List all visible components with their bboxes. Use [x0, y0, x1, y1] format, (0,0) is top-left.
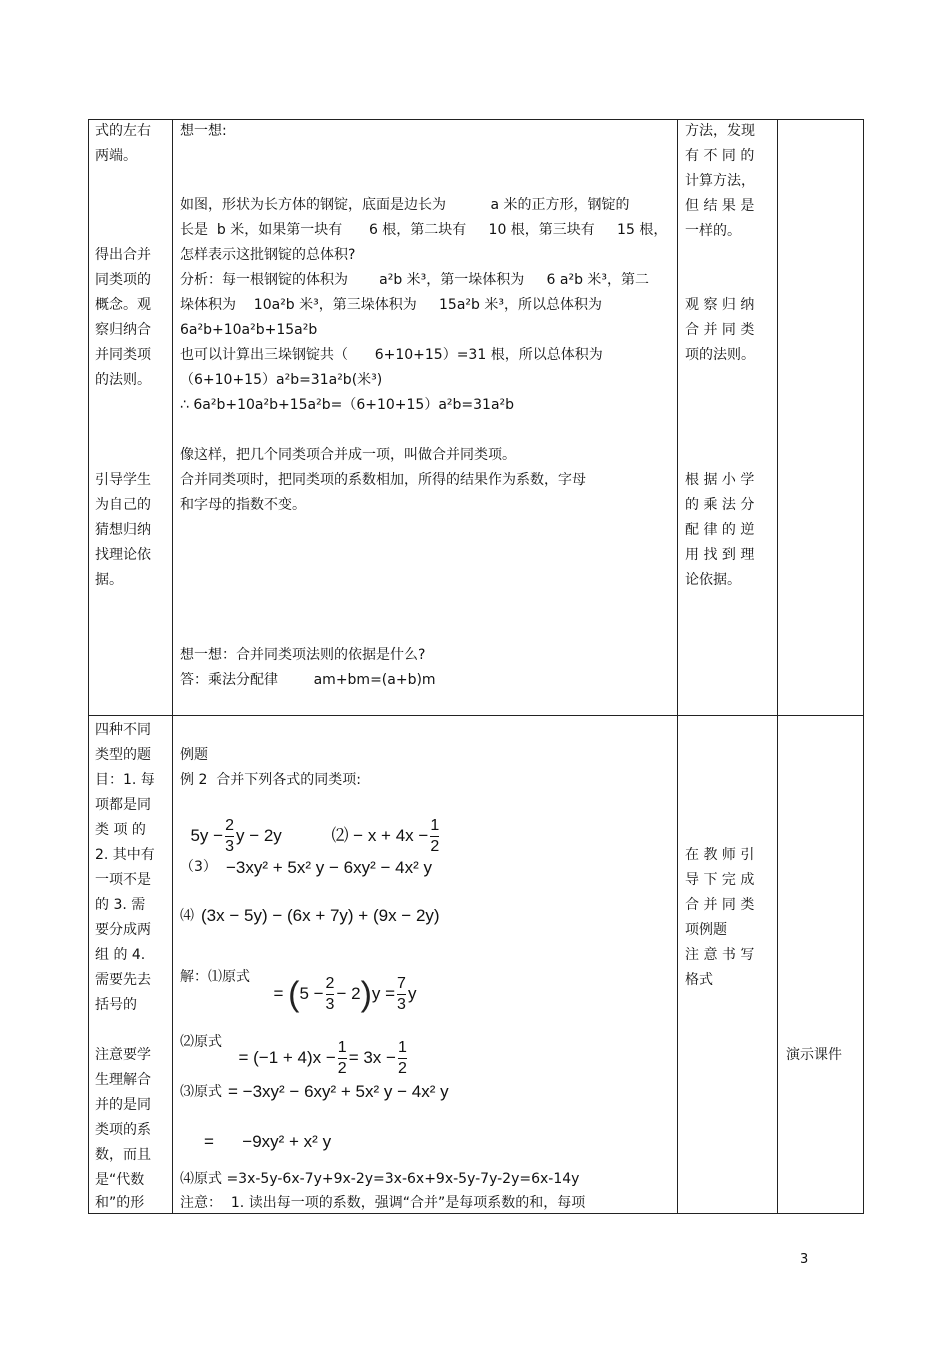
close-paren: )	[360, 975, 372, 1014]
col1b-line: 项都是同	[95, 797, 151, 813]
table-row-divider	[88, 715, 864, 716]
sol2-b: = 3x −	[348, 1047, 396, 1067]
denominator: 3	[397, 996, 406, 1013]
col1-line: 察归纳合	[95, 322, 151, 338]
fraction-2-3	[225, 818, 234, 855]
analysis-line: 垛体积为 10a²b 米³，第三垛体积为 15a²b 米³，所以总体积为	[180, 297, 602, 313]
answer-text: 答：乘法分配律 am+bm=(a+b)m	[180, 672, 436, 688]
solution-1	[264, 956, 416, 1013]
denominator: 2	[430, 838, 440, 855]
numerator: 2	[325, 975, 335, 992]
sol1-b: 5 −	[299, 983, 324, 1003]
col3b-line: 导 下 完 成	[685, 872, 755, 888]
col1b-line: 的 3. 需	[95, 897, 146, 913]
col1b-line: 并的是同	[95, 1097, 151, 1113]
fraction-7-3	[397, 976, 406, 1013]
definition-text: 像这样，把几个同类项合并成一项，叫做合并同类项。	[180, 447, 516, 463]
col1-line: 式的左右	[95, 123, 151, 139]
col3b-line: 注 意 书 写	[685, 947, 755, 963]
analysis-line: 6a²b+10a²b+15a²b	[180, 322, 318, 338]
ex1-mid: y − 2y	[235, 825, 282, 845]
col1-line: 猜想归纳	[95, 522, 151, 538]
example-2-title: 例 2 合并下列各式的同类项:	[180, 772, 361, 788]
col1b-line: 数，而且	[95, 1147, 151, 1163]
col1-line: 找理论依	[95, 547, 151, 563]
solution-4: ⑷原式 =3x-5y-6x-7y+9x-2y=3x-6x+9x-5y-7y-2y=6x-14y	[180, 1171, 580, 1187]
ex1-left: 5y −	[190, 825, 224, 845]
denominator: 2	[397, 1060, 407, 1077]
exercise-4: (3x − 5y) − (6x + 7y) + (9x − 2y)	[201, 906, 440, 925]
col1-line: 概念。观	[95, 297, 151, 313]
col3b-line: 合 并 同 类	[685, 897, 755, 913]
analysis-line: 也可以计算出三垛钢锭共（ 6+10+15）=31 根，所以总体积为	[180, 347, 603, 363]
col3b-line: 在 教 师 引	[685, 847, 755, 863]
numerator: 2	[225, 817, 234, 834]
fraction-1-2	[430, 818, 439, 855]
col1-line: 得出合并	[95, 247, 151, 263]
denominator: 2	[337, 1060, 347, 1077]
analysis-line: 分析：每一根钢锭的体积为 a²b 米³，第一垛体积为 6 a²b 米³，第二	[180, 272, 650, 288]
fraction-2-3	[326, 976, 335, 1013]
sol1-d: y =	[371, 983, 396, 1003]
open-paren: (	[288, 975, 300, 1014]
col1b-line: 一项不是	[95, 872, 151, 888]
col1b-line: 四种不同	[95, 722, 151, 738]
fraction-1-2	[338, 1040, 347, 1077]
think-question: 想一想：合并同类项法则的依据是什么?	[180, 647, 426, 663]
col3-line: 论依据。	[685, 572, 741, 588]
solution-2	[229, 1020, 409, 1077]
table-col-divider-3	[777, 119, 778, 1213]
fraction-1-2	[398, 1040, 407, 1077]
table-col-divider-1	[172, 119, 173, 1213]
ex2-left: ⑵ − x + 4x −	[331, 825, 429, 845]
col1b-line: 类型的题	[95, 747, 151, 763]
table-right-border	[863, 119, 864, 1213]
col1b-line: 和”的形	[95, 1195, 145, 1211]
col1b-line: 组 的 4.	[95, 947, 146, 963]
col3-line: 观 察 归 纳	[685, 297, 755, 313]
col1b-line: 需要先去	[95, 972, 151, 988]
exercise-1	[181, 798, 282, 855]
problem-line: 怎样表示这批钢锭的总体积?	[180, 247, 356, 263]
col1-line: 同类项的	[95, 272, 151, 288]
page-number: 3	[800, 1252, 809, 1267]
numerator: 1	[337, 1039, 347, 1056]
col1b-line: 类项的系	[95, 1122, 151, 1138]
col1-line: 引导学生	[95, 472, 151, 488]
problem-line: 长是 b 米，如果第一块有 6 根，第二块有 10 根，第三块有 15 根，	[180, 222, 668, 238]
problem-line: 如图，形状为长方体的钢锭，底面是边长为 a 米的正方形，钢锭的	[180, 197, 630, 213]
numerator: 7	[397, 975, 406, 992]
analysis-line: ∴ 6a²b+10a²b+15a²b=（6+10+15）a²b=31a²b	[180, 397, 515, 413]
solution-3: = −3xy² − 6xy² + 5x² y − 4x² y	[228, 1082, 449, 1101]
solution-1-label: 解：⑴原式	[180, 969, 250, 985]
col3-line: 但 结 果 是	[685, 198, 755, 214]
col3-line: 计算方法，	[685, 173, 755, 189]
demo-courseware-label: 演示课件	[786, 1047, 842, 1063]
col1b-line: 类 项 的	[95, 822, 146, 838]
col1-line: 两端。	[95, 148, 137, 164]
analysis-line: （6+10+15）a²b=31a²b(米³)	[180, 372, 383, 388]
table-bottom-border	[88, 1213, 864, 1214]
ex4-label: ⑷	[180, 908, 194, 924]
sol1-e: y	[407, 983, 417, 1003]
col3-line: 合 并 同 类	[685, 322, 755, 338]
note-text: 注意： 1. 读出每一项的系数，强调“合并”是每项系数的和，每项	[180, 1195, 586, 1211]
table-left-border	[88, 119, 89, 1213]
col3-line: 一样的。	[685, 223, 741, 239]
col3-line: 项的法则。	[685, 347, 755, 363]
solution-2-label: ⑵原式	[180, 1034, 222, 1050]
think-heading: 想一想:	[180, 123, 227, 139]
col3-line: 方法，发现	[685, 123, 755, 139]
table-top-border	[88, 119, 864, 120]
example-heading: 例题	[180, 747, 208, 763]
col3-line: 有 不 同 的	[685, 148, 755, 164]
sol1-eq: =	[273, 983, 289, 1003]
denominator: 3	[325, 996, 335, 1013]
sol2-a: = (−1 + 4)x −	[238, 1047, 336, 1067]
sol1-c: − 2	[336, 983, 361, 1003]
col1-line: 为自己的	[95, 497, 151, 513]
col3-line: 根 据 小 学	[685, 472, 755, 488]
numerator: 1	[397, 1039, 407, 1056]
col3-line: 用 找 到 理	[685, 547, 755, 563]
exercise-3: −3xy² + 5x² y − 6xy² − 4x² y	[226, 858, 432, 877]
col3b-line: 项例题	[685, 922, 727, 938]
col1b-line: 要分成两	[95, 922, 151, 938]
col1b-line: 目：1. 每	[95, 772, 155, 788]
col1-line: 据。	[95, 572, 123, 588]
col1-line: 的法则。	[95, 372, 151, 388]
col1b-line: 括号的	[95, 997, 137, 1013]
solution-3-label: ⑶原式	[180, 1084, 222, 1100]
col1b-line: 2. 其中有	[95, 847, 155, 863]
exercise-2	[322, 798, 441, 855]
col1b-line: 是“代数	[95, 1172, 145, 1188]
table-col-divider-2	[677, 119, 678, 1213]
col3b-line: 格式	[685, 972, 713, 988]
rule-line: 和字母的指数不变。	[180, 497, 306, 513]
col3-line: 的 乘 法 分	[685, 497, 755, 513]
numerator: 1	[430, 817, 440, 834]
denominator: 3	[225, 838, 234, 855]
col3-line: 配 律 的 逆	[685, 522, 755, 538]
solution-3b: = −9xy² + x² y	[204, 1132, 332, 1151]
rule-line: 合并同类项时，把同类项的系数相加，所得的结果作为系数，字母	[180, 472, 586, 488]
col1b-line: 生理解合	[95, 1072, 151, 1088]
col1b-line: 注意要学	[95, 1047, 151, 1063]
ex3-label: （3）	[180, 859, 217, 875]
col1-line: 并同类项	[95, 347, 151, 363]
